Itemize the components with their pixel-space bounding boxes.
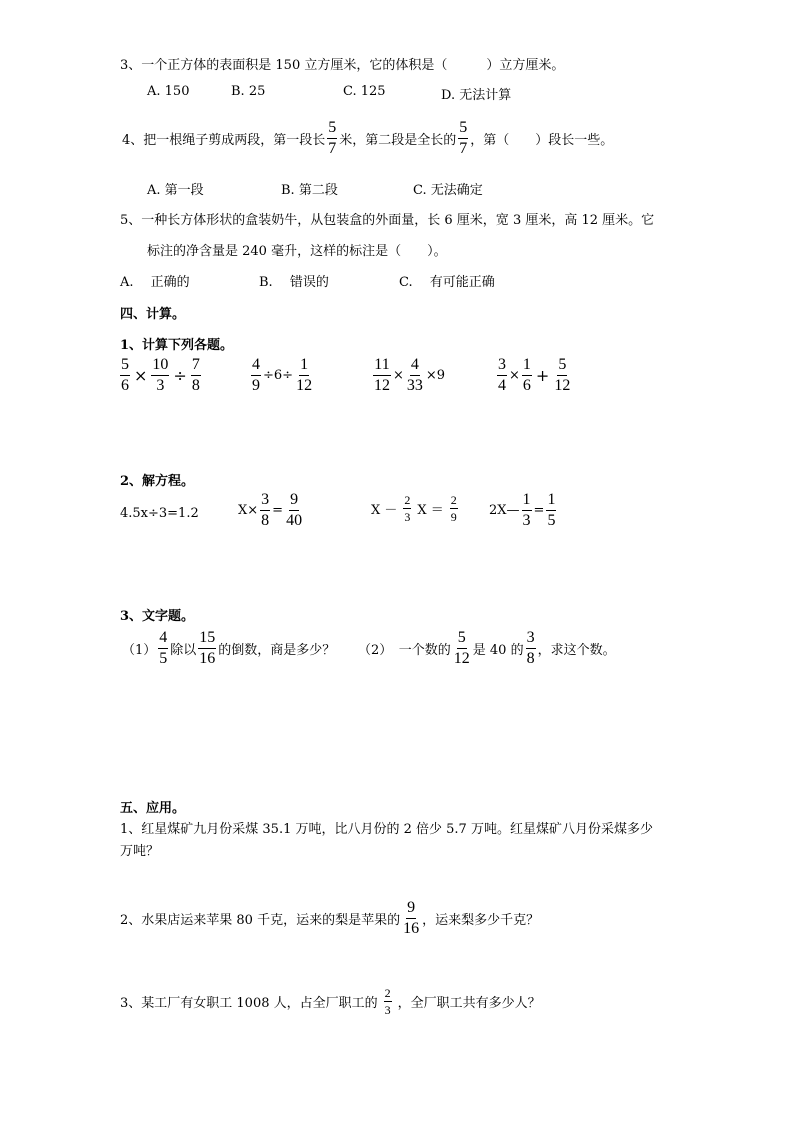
q4-fraction-1 — [327, 120, 337, 157]
fraction-den: 8 — [526, 650, 535, 667]
fraction — [522, 492, 532, 529]
fraction-den: 3 — [404, 510, 411, 524]
operator: ×9 — [425, 368, 446, 383]
operator: × — [509, 368, 520, 383]
q5-option-b: B. 错误的 — [259, 275, 329, 290]
q4-stem — [122, 120, 613, 157]
operator: ÷6÷ — [263, 368, 294, 383]
calc-expression-2 — [249, 357, 315, 394]
q5-option-c: C. 有可能正确 — [399, 275, 495, 290]
equation-4 — [489, 492, 558, 529]
application-text: ，全厂职工共有多少人？ — [397, 996, 541, 1011]
fraction-num: 1 — [299, 357, 309, 376]
fraction-num: 11 — [373, 357, 390, 376]
application-text: ，运来梨多少千克？ — [422, 913, 540, 928]
application-2 — [120, 900, 539, 937]
fraction-den: 3 — [384, 1003, 391, 1017]
fraction — [285, 492, 303, 529]
section-4-sub-1: 1、计算下列各题。 — [120, 338, 234, 353]
fraction — [260, 492, 270, 529]
fraction-den: 5 — [547, 512, 556, 529]
fraction-num: 5 — [557, 357, 567, 376]
fraction-num: 3 — [526, 630, 536, 649]
q5-option-a: A. 正确的 — [120, 275, 190, 290]
q5-line-2: 标注的净含量是 240 毫升，这样的标注是（ ）。 — [147, 244, 447, 259]
fraction-den: 33 — [406, 377, 423, 394]
fraction — [497, 357, 507, 394]
word-problem-text: 是 40 的 — [472, 643, 524, 658]
section-5-title: 五、应用。 — [120, 801, 186, 816]
word-problem-2 — [358, 630, 616, 667]
fraction-num: 4 — [251, 357, 261, 376]
fraction — [158, 630, 168, 667]
fraction — [406, 357, 424, 394]
fraction-num: 1 — [546, 492, 556, 511]
word-problem-text: （2） 一个数的 — [358, 643, 451, 658]
fraction-den: 12 — [453, 650, 470, 667]
fraction-num: 7 — [191, 357, 201, 376]
fraction-den: 9 — [252, 377, 260, 394]
fraction — [450, 494, 458, 523]
fraction-den: 8 — [261, 512, 270, 529]
q5-line-1: 5、一种长方体形状的盒装奶牛，从包装盒的外面量，长 6 厘米，宽 3 厘米，高 12 厘米。它 — [120, 213, 655, 228]
fraction — [384, 987, 392, 1016]
fraction-num: 2 — [450, 493, 457, 507]
fraction — [198, 630, 216, 667]
fraction — [251, 357, 261, 394]
fraction — [526, 630, 536, 667]
fraction-den: 12 — [374, 377, 390, 394]
fraction-den: 4 — [498, 377, 506, 394]
q4-fraction-1-num: 5 — [327, 120, 337, 139]
fraction — [402, 900, 420, 937]
fraction-den: 3 — [156, 377, 165, 394]
word-problem-text: 的倒数，商是多少？ — [218, 643, 336, 658]
fraction — [151, 357, 169, 394]
q4-option-c: C. 无法确定 — [413, 183, 483, 198]
fraction-den: 3 — [522, 512, 531, 529]
word-problem-text: ，求这个数。 — [537, 643, 616, 658]
word-problem-text: （1） — [122, 643, 157, 658]
calc-expression-1 — [118, 357, 203, 394]
q3-option-b: B. 25 — [231, 84, 266, 99]
operator: × — [393, 368, 404, 383]
calc-expression-3 — [371, 357, 445, 394]
equation-text: X× — [238, 503, 259, 518]
fraction-num: 5 — [120, 357, 130, 376]
operator: = — [272, 503, 284, 518]
fraction-den: 12 — [296, 377, 313, 394]
q4-text-2: 米，第二段是全长的 — [339, 133, 457, 148]
operator: × — [134, 366, 148, 385]
section-4-title: 四、计算。 — [120, 307, 186, 322]
fraction-num: 4 — [410, 357, 420, 376]
q4-fraction-2-den: 7 — [459, 140, 468, 157]
fraction-num: 9 — [289, 492, 299, 511]
section-4-sub-2: 2、解方程。 — [120, 474, 195, 489]
fraction-num: 9 — [406, 900, 416, 919]
q4-text-3: ，第（ ）段长一些。 — [470, 133, 614, 148]
fraction-num: 10 — [151, 357, 169, 376]
fraction-den: 6 — [121, 377, 129, 394]
fraction-den: 12 — [554, 377, 571, 394]
fraction-num: 4 — [158, 630, 168, 649]
fraction — [373, 357, 391, 394]
operator: = — [533, 503, 545, 518]
fraction-den: 6 — [522, 377, 531, 394]
fraction — [295, 357, 313, 394]
fraction-den: 16 — [199, 650, 216, 667]
q4-text-1: 4、把一根绳子剪成两段，第一段长 — [122, 133, 326, 148]
q4-fraction-1-den: 7 — [328, 140, 337, 157]
fraction-den: 9 — [450, 510, 457, 524]
fraction-num: 5 — [457, 630, 467, 649]
fraction-num: 3 — [260, 492, 270, 511]
fraction-den: 5 — [159, 650, 168, 667]
fraction-den: 40 — [286, 512, 303, 529]
fraction — [403, 494, 411, 523]
fraction-num: 2 — [404, 493, 411, 507]
q3-option-c: C. 125 — [343, 84, 386, 99]
equation-text: X ＝ — [417, 503, 444, 518]
application-1-line-2: 万吨？ — [120, 844, 160, 859]
fraction-num: 1 — [522, 357, 532, 376]
fraction — [120, 357, 130, 394]
operator: + — [535, 366, 550, 385]
fraction-num: 3 — [497, 357, 507, 376]
fraction-num: 15 — [198, 630, 216, 649]
q3-stem: 3、一个正方体的表面积是 150 立方厘米，它的体积是（ ）立方厘米。 — [120, 58, 565, 73]
fraction-num: 1 — [522, 492, 532, 511]
fraction-num: 2 — [384, 986, 391, 1000]
q4-fraction-2 — [458, 120, 468, 157]
fraction-den: 8 — [191, 377, 200, 394]
application-1-line-1: 1、红星煤矿九月份采煤 35.1 万吨，比八月份的 2 倍少 5.7 万吨。红星煤矿八月份采煤多少 — [120, 822, 653, 837]
equation-2 — [238, 492, 305, 529]
fraction — [191, 357, 201, 394]
q4-fraction-2-num: 5 — [458, 120, 468, 139]
application-text: 3、某工厂有女职工 1008 人，占全厂职工的 — [120, 996, 378, 1011]
q4-option-a: A. 第一段 — [147, 183, 204, 198]
equation-1: 4.5x÷3=1.2 — [120, 506, 199, 521]
operator: ÷ — [173, 366, 187, 385]
section-4-sub-3: 3、文字题。 — [120, 609, 195, 624]
fraction — [453, 630, 471, 667]
fraction — [522, 357, 532, 394]
q4-option-b: B. 第二段 — [281, 183, 338, 198]
equation-3 — [371, 494, 464, 523]
fraction — [553, 357, 571, 394]
application-text: 2、水果店运来苹果 80 千克，运来的梨是苹果的 — [120, 913, 401, 928]
q3-option-a: A. 150 — [147, 84, 190, 99]
equation-text: 2X— — [489, 503, 520, 518]
word-problem-text: 除以 — [170, 643, 197, 658]
application-3 — [120, 987, 541, 1016]
fraction-den: 16 — [403, 920, 420, 937]
fraction — [546, 492, 556, 529]
word-problem-1 — [122, 630, 335, 667]
q3-option-d: D. 无法计算 — [441, 88, 512, 103]
calc-expression-4 — [495, 357, 573, 394]
equation-text: X － — [371, 503, 398, 518]
